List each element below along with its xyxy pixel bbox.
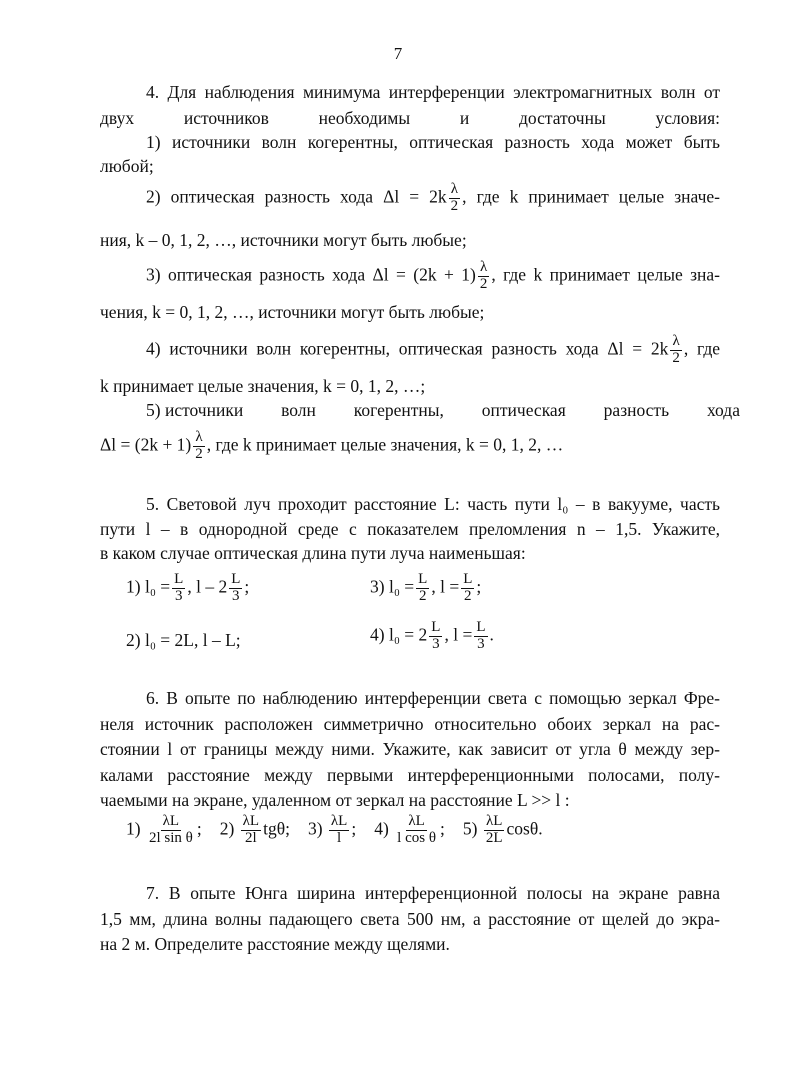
q6-answer-4: 4) $\frac{\lambda L}{\text{l cos θ}}$ ;	[374, 813, 445, 846]
fraction: $\frac{\lambda}{2}$	[450, 181, 459, 214]
q6-line-5: чаемыми на экране, удаленном от зеркал на расстояние L >> l :	[100, 790, 570, 810]
q5-answer-3: 3) l₀ = $\frac{L}{2}$ , l = $\frac{L}{2}$ ;	[370, 571, 482, 604]
q4-option-2: 2) оптическая разность хода Δl = 2k $\frac{\lambda}{2}$ , где k принимает целые значе-	[146, 181, 720, 214]
q4-line-2: двух источников необходимы и достаточны условия:	[100, 108, 720, 128]
q5-answer-1: 1) l₀ = $\frac{L}{3}$ , l – 2 $\frac{L}{3}$ ;	[126, 571, 250, 604]
q4-option-5: 5) источники волн когерентны, оптическая разность хода	[146, 400, 740, 420]
q6-line-2: неля источник расположен симметрично относительно обоих зеркал на рас-	[100, 714, 720, 734]
q6-line-1: 6. В опыте по наблюдению интерференции света с помощью зеркал Фре-	[146, 688, 720, 708]
q4-option-2-cont: ния, k – 0, 1, 2, …, источники могут быть любые;	[100, 230, 467, 250]
q6-answer-1: 1) $\frac{\lambda L}{\text{2l sin θ}}$ ;	[126, 813, 202, 846]
q6-line-4: калами расстояние между первыми интерференционными полосами, полу-	[100, 765, 720, 785]
q6-answer-2: 2) $\frac{\lambda L}{2l}$ tgθ;	[219, 813, 290, 846]
fraction: $\frac{\lambda}{2}$	[672, 333, 680, 366]
fraction: $\frac{\lambda}{2}$	[195, 429, 203, 462]
q6-line-3: стоянии l от границы между ними. Укажите, как зависит от угла θ между зер-	[100, 739, 720, 759]
q4-option-3: 3) оптическая разность хода Δl = (2k + 1) $\frac{\lambda}{2}$ , где k принимает целые зна-	[146, 259, 721, 292]
q7-line-3: на 2 м. Определите расстояние между щелями.	[100, 934, 450, 954]
q5-answer-4: 4) l₀ = 2 $\frac{L}{3}$ , l = $\frac{L}{3}$ .	[370, 619, 494, 652]
q7-line-2: 1,5 мм, длина волны падающего света 500 нм, а расстояние от щелей до экра-	[100, 909, 720, 929]
fraction: $\frac{\lambda}{2}$	[479, 259, 488, 292]
q4-option-3-cont: чения, k = 0, 1, 2, …, источники могут быть любые;	[100, 302, 485, 322]
q6-answers	[126, 814, 543, 847]
q4-option-4-cont: k принимает целые значения, k = 0, 1, 2, …;	[100, 376, 426, 396]
q6-answer-5: 5) $\frac{\lambda L}{2L}$ cosθ.	[462, 813, 543, 846]
q4-option-1: 1) источники волн когерентны, оптическая разность хода может быть	[146, 132, 720, 152]
q7-line-1: 7. В опыте Юнга ширина интерференционной полосы на экране равна	[146, 883, 720, 903]
q5-answer-2: 2) l₀ = 2L, l – L;	[126, 630, 241, 650]
q4-option-5-cont: Δl = (2k + 1) $\frac{\lambda}{2}$ , где k принимает целые значения, k = 0, 1, 2, …	[100, 429, 564, 462]
q6-answer-3: 3) $\frac{\lambda L}{l}$ ;	[307, 813, 357, 846]
q5-line-3: в каком случае оптическая длина пути луча наименьшая:	[100, 543, 526, 563]
page-number: 7	[393, 44, 403, 63]
q4-option-1-cont: любой;	[100, 156, 154, 176]
q4-option-4: 4) источники волн когерентны, оптическая разность хода Δl = 2k $\frac{\lambda}{2}$ , где	[146, 333, 720, 366]
q4-line-1: 4. Для наблюдения минимума интерференции электромагнитных волн от	[146, 82, 720, 102]
q5-line-2: пути l – в однородной среде с показателем преломления n – 1,5. Укажите,	[100, 519, 720, 539]
q5-line-1: 5. Световой луч проходит расстояние L: часть пути l₀ – в вакууме, часть	[146, 494, 720, 514]
